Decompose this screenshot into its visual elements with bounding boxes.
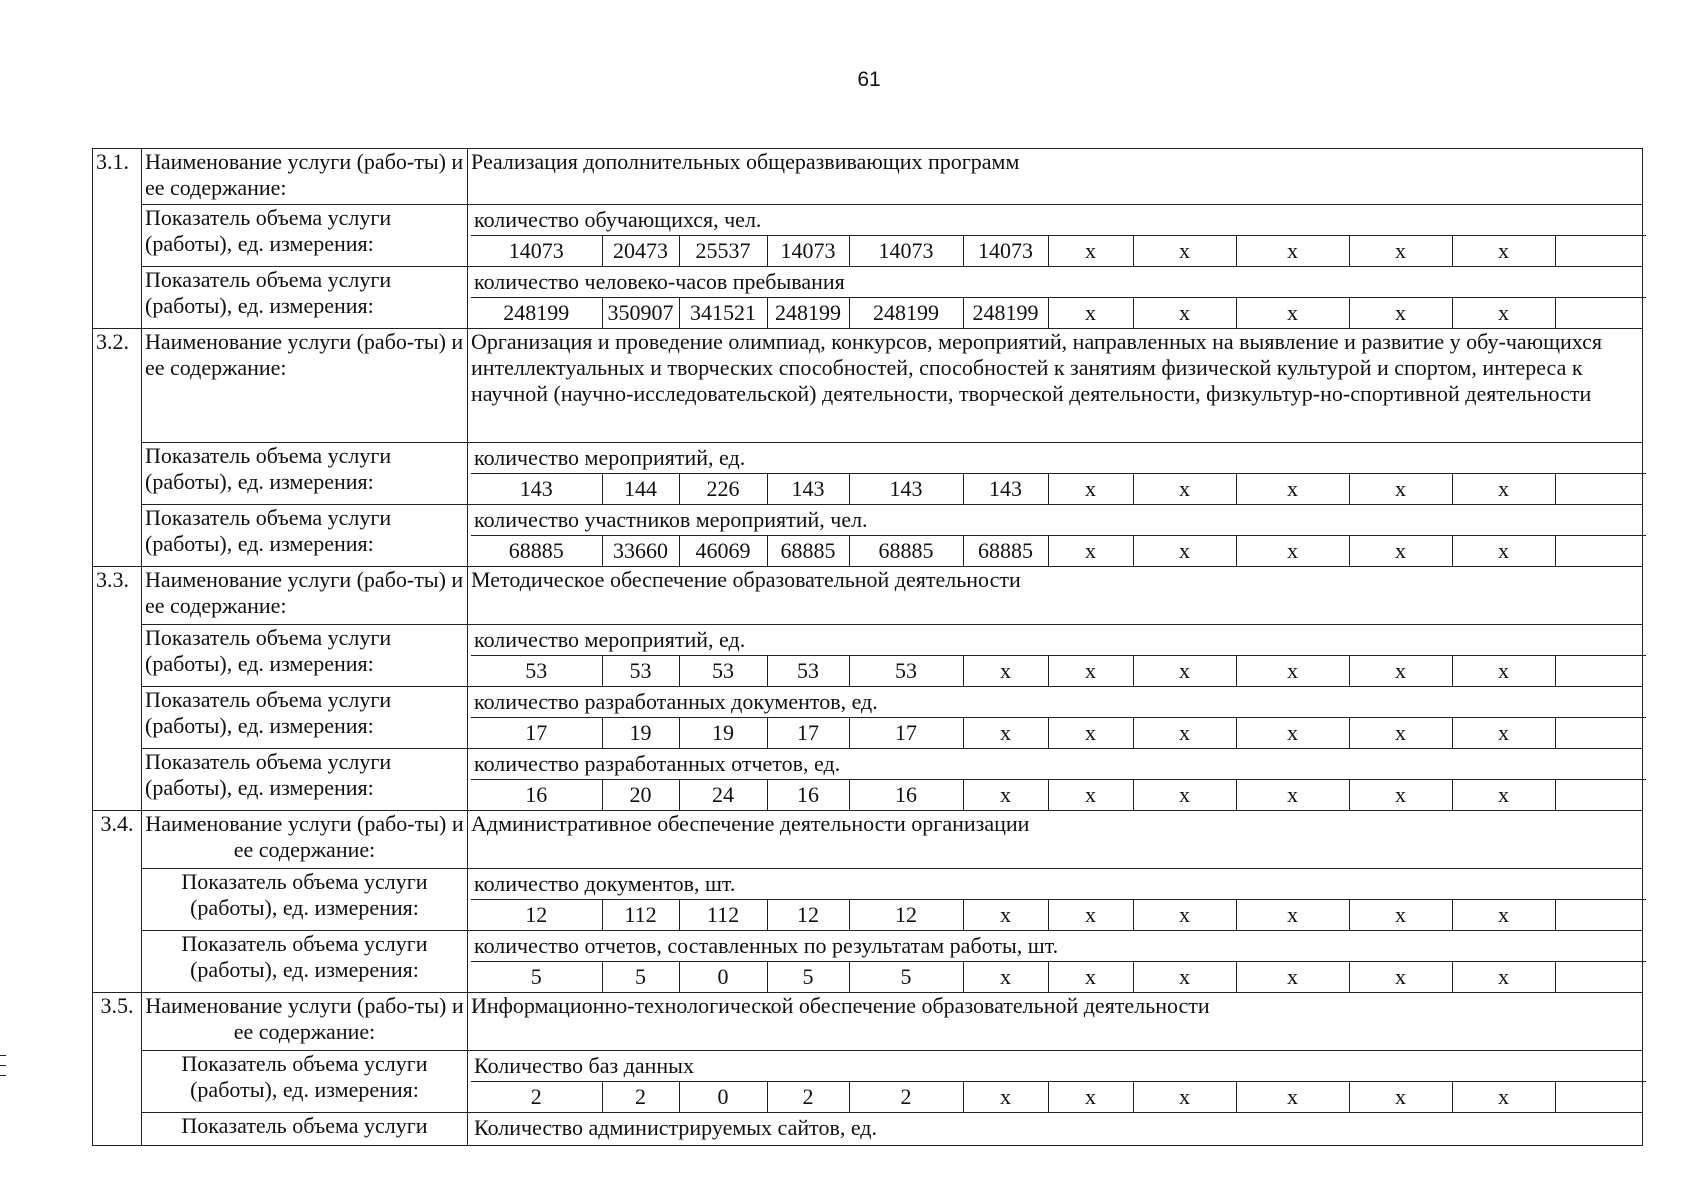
indicator-row [93,687,1643,749]
value-cell: 248199 [963,298,1048,329]
value-cell: x [1133,474,1236,505]
value-cell: 16 [471,780,602,811]
indicator-content [468,267,1643,329]
service-description: Информационно-технологической обеспечение образовательной деятельности [468,993,1643,1051]
value-cell: 33660 [602,536,679,567]
service-description: Реализация дополнительных общеразвивающих программ [468,149,1643,205]
value-cell: 112 [679,900,767,931]
values-grid [471,235,1646,266]
value-cell: x [1048,900,1133,931]
values-grid [471,899,1646,930]
values-grid [471,961,1646,992]
value-cell: 248199 [849,298,963,329]
value-cell: x [1048,298,1133,329]
value-cell: x [1048,718,1133,749]
indicator-unit: количество отчетов, составленных по результатам работы, шт. [474,933,1059,958]
edge-marks [0,1055,10,1085]
values-grid [471,297,1646,328]
value-cell: 14073 [849,236,963,267]
value-cell: x [1236,656,1349,687]
service-description: Организация и проведение олимпиад, конкурсов, мероприятий, направленных на выявление и развитие у обу-чающихся интеллектуальных и творческих способностей, способностей к занятиям физической культурой и спортом, интереса к научной (научно-исследовательской) деятельности, творческой деятельности, физкультур-но-спортивной деятельности [468,329,1643,443]
value-cell [1555,718,1646,749]
indicator-label: Показатель объема услуги (работы), ед. измерения: [142,749,468,811]
indicator-label: Показатель объема услуги (работы), ед. измерения: [142,267,468,329]
value-cell: 2 [471,1082,602,1113]
value-cell: x [1452,298,1555,329]
indicator-content [468,687,1643,749]
value-cell: 248199 [767,298,849,329]
value-cell: x [1133,900,1236,931]
value-cell: x [1452,656,1555,687]
value-cell: x [1349,236,1452,267]
value-cell: 12 [849,900,963,931]
indicator-row [93,625,1643,687]
value-cell: 68885 [471,536,602,567]
value-cell: x [1349,298,1452,329]
indicator-label: Показатель объема услуги [142,1113,468,1146]
value-cell: x [1048,780,1133,811]
value-cell: x [1236,900,1349,931]
indicator-unit: количество мероприятий, ед. [474,445,746,470]
service-name-label: Наименование услуги (рабо-ты) и ее содержание: [142,149,468,205]
indicator-unit: Количество баз данных [474,1053,694,1078]
indicator-unit: количество человеко-часов пребывания [474,269,845,294]
indicator-unit: Количество администрируемых сайтов, ед. [474,1115,877,1140]
value-cell: x [963,780,1048,811]
values-grid [471,655,1646,686]
value-cell: x [1133,656,1236,687]
value-cell: x [1236,298,1349,329]
value-cell: x [963,656,1048,687]
value-cell: x [1048,474,1133,505]
section-row [93,811,1643,869]
value-cell: 341521 [679,298,767,329]
value-cell: 14073 [471,236,602,267]
indicator-row [93,205,1643,267]
value-cell: 12 [471,900,602,931]
value-cell: 68885 [849,536,963,567]
value-cell: 53 [602,656,679,687]
indicator-row [93,267,1643,329]
value-cell: x [1133,298,1236,329]
value-cell: x [1349,656,1452,687]
value-cell: x [1452,536,1555,567]
value-cell: 25537 [679,236,767,267]
value-cell: 53 [471,656,602,687]
value-cell: 14073 [963,236,1048,267]
value-cell [1555,536,1646,567]
value-cell: x [963,718,1048,749]
indicator-content [468,505,1643,567]
value-cell [1555,474,1646,505]
indicator-unit: количество обучающихся, чел. [474,207,762,232]
value-cell: 0 [679,962,767,993]
service-description: Методическое обеспечение образовательной деятельности [468,567,1643,625]
section-number: 3.2. [93,329,142,567]
value-cell: 16 [767,780,849,811]
indicator-label: Показатель объема услуги (работы), ед. измерения: [142,869,468,931]
value-cell: x [1236,718,1349,749]
value-cell: 5 [767,962,849,993]
indicator-content [468,443,1643,505]
value-cell: 0 [679,1082,767,1113]
service-name-label: Наименование услуги (рабо-ты) и ее содержание: [142,329,468,443]
indicator-unit: количество участников мероприятий, чел. [474,507,868,532]
indicator-content [468,1051,1643,1113]
service-name-label: Наименование услуги (рабо-ты) и ее содержание: [142,567,468,625]
value-cell: x [1236,536,1349,567]
section-row [93,567,1643,625]
values-grid [471,473,1646,504]
value-cell: 19 [602,718,679,749]
value-cell: x [1452,780,1555,811]
indicator-content [468,869,1643,931]
value-cell: 143 [849,474,963,505]
value-cell: 14073 [767,236,849,267]
indicator-label: Показатель объема услуги (работы), ед. измерения: [142,205,468,267]
section-row [93,993,1643,1051]
value-cell: x [1133,1082,1236,1113]
indicator-row [93,1113,1643,1146]
value-cell: x [1133,718,1236,749]
value-cell: 17 [849,718,963,749]
indicator-label: Показатель объема услуги (работы), ед. измерения: [142,505,468,567]
value-cell: 68885 [767,536,849,567]
value-cell: x [1133,536,1236,567]
value-cell: x [1048,962,1133,993]
section-number: 3.3. [93,567,142,811]
indicator-unit: количество разработанных документов, ед. [474,689,878,714]
value-cell: 143 [471,474,602,505]
service-name-label: Наименование услуги (рабо-ты) и ее содержание: [142,811,468,869]
service-name-label: Наименование услуги (рабо-ты) и ее содержание: [142,993,468,1051]
section-row [93,149,1643,205]
value-cell: x [1452,962,1555,993]
value-cell: x [1349,780,1452,811]
value-cell: x [1452,718,1555,749]
value-cell: x [1048,1082,1133,1113]
value-cell [1555,780,1646,811]
value-cell: 5 [849,962,963,993]
page-number: 61 [857,68,881,91]
value-cell [1555,656,1646,687]
values-grid [471,535,1646,566]
value-cell: 5 [602,962,679,993]
indicator-label: Показатель объема услуги (работы), ед. измерения: [142,1051,468,1113]
value-cell: x [963,1082,1048,1113]
indicator-row [93,1051,1643,1113]
value-cell: x [1133,236,1236,267]
value-cell: x [1349,962,1452,993]
value-cell: 16 [849,780,963,811]
section-row [93,329,1643,443]
value-cell: x [1452,474,1555,505]
value-cell: x [1349,1082,1452,1113]
services-table [92,148,1643,1146]
value-cell: x [1349,900,1452,931]
indicator-label: Показатель объема услуги (работы), ед. измерения: [142,931,468,993]
indicator-content [468,1113,1643,1146]
value-cell: x [1349,536,1452,567]
value-cell: 112 [602,900,679,931]
value-cell: 46069 [679,536,767,567]
value-cell: 20473 [602,236,679,267]
service-description: Административное обеспечение деятельности организации [468,811,1643,869]
value-cell: 350907 [602,298,679,329]
indicator-unit: количество мероприятий, ед. [474,627,746,652]
value-cell [1555,1082,1646,1113]
value-cell: x [1236,474,1349,505]
value-cell: x [1048,536,1133,567]
indicator-label: Показатель объема услуги (работы), ед. измерения: [142,625,468,687]
indicator-content [468,625,1643,687]
value-cell: x [1236,780,1349,811]
indicator-row [93,869,1643,931]
indicator-label: Показатель объема услуги (работы), ед. измерения: [142,687,468,749]
section-number: 3.4. [93,811,142,993]
value-cell [1555,298,1646,329]
value-cell: x [1349,718,1452,749]
value-cell: x [1349,474,1452,505]
value-cell: 2 [767,1082,849,1113]
value-cell: 20 [602,780,679,811]
value-cell: x [1452,236,1555,267]
value-cell: x [1452,900,1555,931]
indicator-label: Показатель объема услуги (работы), ед. измерения: [142,443,468,505]
values-grid [471,1081,1646,1112]
value-cell: x [1452,1082,1555,1113]
value-cell: 2 [602,1082,679,1113]
value-cell: 5 [471,962,602,993]
indicator-content [468,749,1643,811]
value-cell [1555,900,1646,931]
value-cell: x [1236,1082,1349,1113]
value-cell: 143 [767,474,849,505]
indicator-unit: количество разработанных отчетов, ед. [474,751,841,776]
value-cell: x [1236,236,1349,267]
value-cell: x [1133,780,1236,811]
value-cell: 17 [471,718,602,749]
indicator-row [93,749,1643,811]
value-cell: 24 [679,780,767,811]
value-cell: x [963,900,1048,931]
value-cell: 12 [767,900,849,931]
value-cell: x [1133,962,1236,993]
indicator-row [93,505,1643,567]
section-number: 3.5. [93,993,142,1146]
value-cell: x [1236,962,1349,993]
indicator-row [93,443,1643,505]
value-cell: 68885 [963,536,1048,567]
value-cell: 53 [849,656,963,687]
value-cell: x [963,962,1048,993]
value-cell: 19 [679,718,767,749]
value-cell: 2 [849,1082,963,1113]
section-number: 3.1. [93,149,142,329]
value-cell [1555,236,1646,267]
value-cell: x [1048,656,1133,687]
value-cell: 248199 [471,298,602,329]
indicator-row [93,931,1643,993]
indicator-content [468,931,1643,993]
value-cell [1555,962,1646,993]
values-grid [471,717,1646,748]
values-grid [471,779,1646,810]
value-cell: 226 [679,474,767,505]
indicator-unit: количество документов, шт. [474,871,736,896]
value-cell: x [1048,236,1133,267]
value-cell: 143 [963,474,1048,505]
indicator-content [468,205,1643,267]
value-cell: 17 [767,718,849,749]
value-cell: 144 [602,474,679,505]
value-cell: 53 [767,656,849,687]
value-cell: 53 [679,656,767,687]
